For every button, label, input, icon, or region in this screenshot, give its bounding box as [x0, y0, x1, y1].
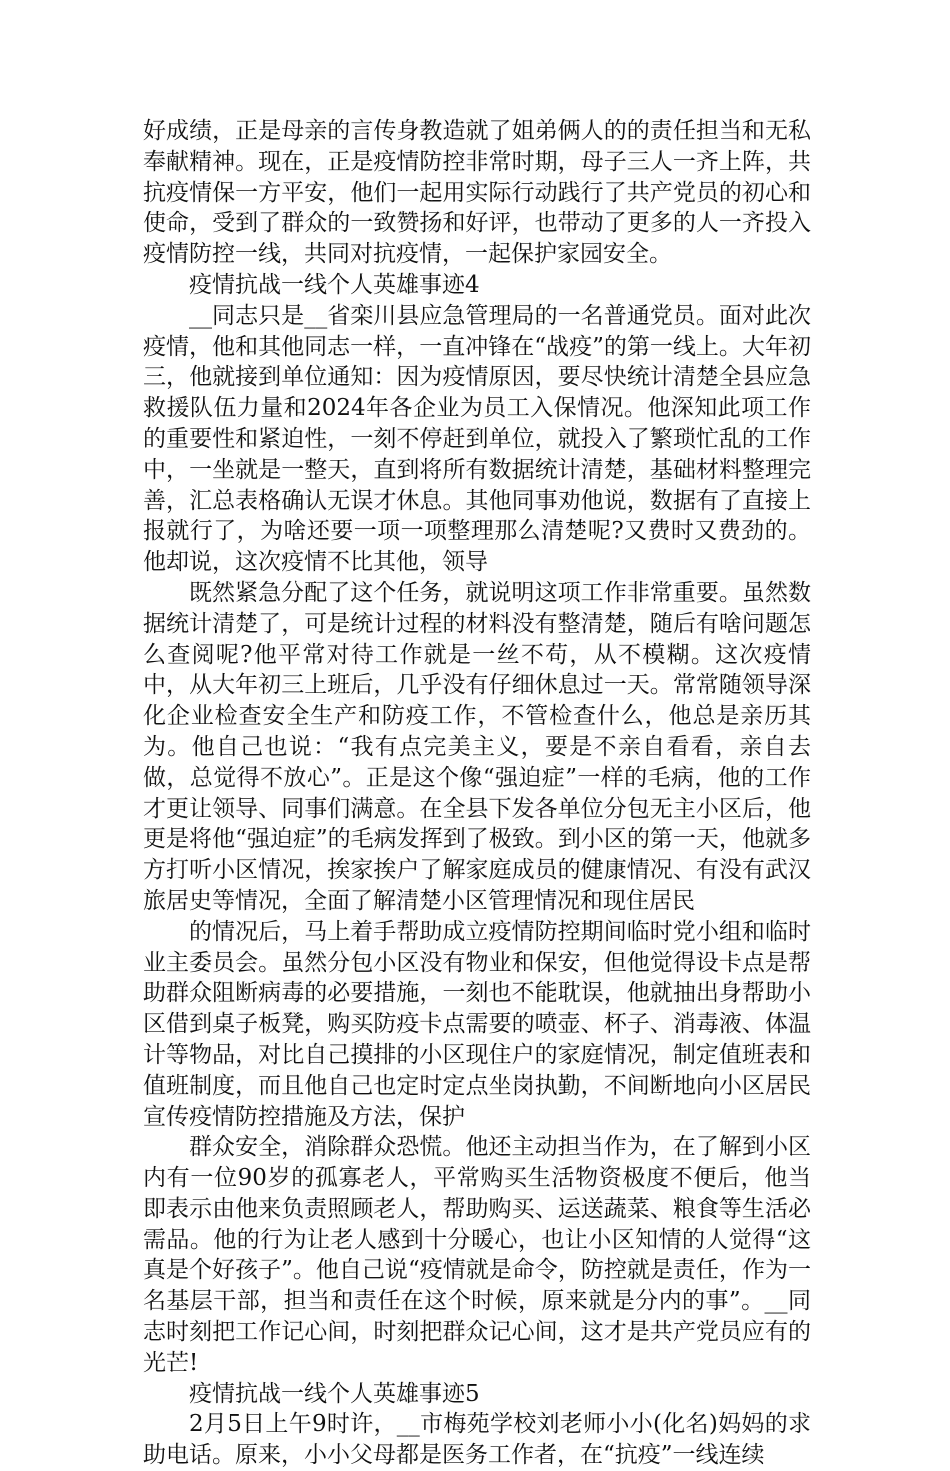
- document-page: [143, 116, 811, 1471]
- paragraph: 既然紧急分配了这个任务，就说明这项工作非常重要。虽然数据统计清楚了，可是统计过程的材料没有整清楚，随后有啥问题怎么查阅呢?他平常对待工作就是一丝不苟，从不模糊。这次疫情中，从大年初三上班后，几乎没有仔细休息过一天。常常随领导深化企业检查安全生产和防疫工作，不管检查什么，他总是亲历其为。他自己也说：“我有点完美主义，要是不亲自看看，亲自去做，总觉得不放心”。正是这个像“强迫症”一样的毛病，他的工作才更让领导、同事们满意。在全县下发各单位分包无主小区后，他更是将他“强迫症”的毛病发挥到了极致。到小区的第一天，他就多方打听小区情况，挨家挨户了解家庭成员的健康情况、有没有武汉旅居史等情况，全面了解清楚小区管理情况和现住居民: [143, 579, 811, 914]
- paragraph: __同志只是__省栾川县应急管理局的一名普通党员。面对此次疫情，他和其他同志一样，一直冲锋在“战疫”的第一线上。大年初三，他就接到单位通知：因为疫情原因，要尽快统计清楚全县应急救援队伍力量和2024年各企业为员工入保情况。他深知此项工作的重要性和紧迫性，一刻不停赶到单位，就投入了繁琐忙乱的工作中，一坐就是一整天，直到将所有数据统计清楚，基础材料整理完善，汇总表格确认无误才休息。其他同事劝他说，数据有了直接上报就行了，为啥还要一项一项整理那么清楚呢?又费时又费劲的。他却说，这次疫情不比其他，领导: [143, 302, 811, 576]
- section-heading-4: 疫情抗战一线个人英雄事迹4: [189, 271, 480, 298]
- paragraph: 群众安全，消除群众恐慌。他还主动担当作为，在了解到小区内有一位90岁的孤寡老人，平常购买生活物资极度不便后，他当即表示由他来负责照顾老人，帮助购买、运送蔬菜、粮食等生活必需品。他的行为让老人感到十分暖心，也让小区知情的人觉得“这真是个好孩子”。他自己说“疫情就是命令，防控就是责任，作为一名基层干部，担当和责任在这个时候，原来就是分内的事”。__同志时刻把工作记心间，时刻把群众记心间，这才是共产党员应有的光芒!: [143, 1134, 811, 1376]
- section-heading-5: 疫情抗战一线个人英雄事迹5: [189, 1380, 480, 1407]
- paragraph: 2月5日上午9时许，__市梅苑学校刘老师小小(化名)妈妈的求助电话。原来，小小父母都是医务工作者，在“抗疫”一线连续: [143, 1411, 811, 1469]
- paragraph-continued: 好成绩，正是母亲的言传身教造就了姐弟俩人的的责任担当和无私奉献精神。现在，正是疫情防控非常时期，母子三人一齐上阵，共抗疫情保一方平安，他们一起用实际行动践行了共产党员的初心和使命，受到了群众的一致赞扬和好评，也带动了更多的人一齐投入疫情防控一线，共同对抗疫情，一起保护家园安全。: [143, 118, 811, 268]
- paragraph: 的情况后，马上着手帮助成立疫情防控期间临时党小组和临时业主委员会。虽然分包小区没有物业和保安，但他觉得设卡点是帮助群众阻断病毒的必要措施，一刻也不能耽误，他就抽出身帮助小区借到桌子板凳，购买防疫卡点需要的喷壶、杯子、消毒液、体温计等物品，对比自己摸排的小区现住户的家庭情况，制定值班表和值班制度，而且他自己也定时定点坐岗执勤，不间断地向小区居民宣传疫情防控措施及方法，保护: [143, 918, 811, 1130]
